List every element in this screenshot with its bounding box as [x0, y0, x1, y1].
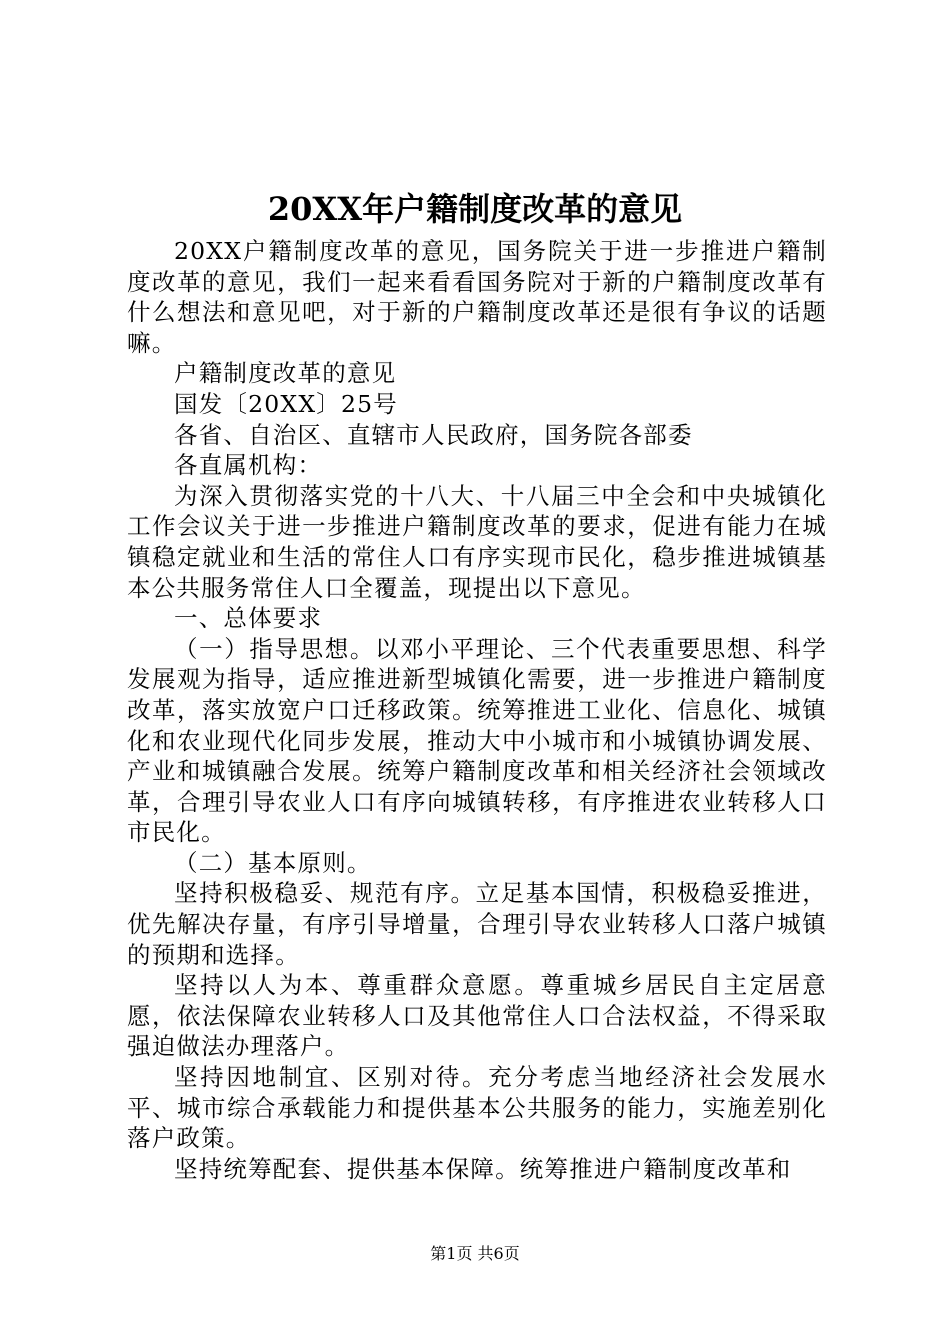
paragraph-recipients: 各省、自治区、直辖市人民政府，国务院各部委	[174, 420, 693, 449]
paragraph-intro: 20XX户籍制度改革的意见，国务院关于进一步推进户籍制度改革的意见，我们一起来看看国务院对于新的户籍制度改革有什么想法和意见吧，对于新的户籍制度改革还是很有争议的话题嘛。	[127, 237, 827, 357]
paragraph-principle-1: 坚持积极稳妥、规范有序。立足基本国情，积极稳妥推进，优先解决存量，有序引导增量，合理引导农业转移人口落户城镇的预期和选择。	[127, 879, 827, 969]
document-body	[127, 236, 827, 1184]
paragraph-doc-number: 国发〔20XX〕25号	[174, 389, 398, 418]
page-footer: 第1页 共6页	[430, 1244, 520, 1263]
paragraph-purpose: 为深入贯彻落实党的十八大、十八届三中全会和中央城镇化工作会议关于进一步推进户籍制度改革的要求，促进有能力在城镇稳定就业和生活的常住人口有序实现市民化，稳步推进城镇基本公共服务常住人口全覆盖，现提出以下意见。	[127, 481, 827, 602]
paragraph-recipients-cont: 各直属机构：	[174, 451, 323, 480]
paragraph-principle-2: 坚持以人为本、尊重群众意愿。尊重城乡居民自主定居意愿，依法保障农业转移人口及其他常住人口合法权益，不得采取强迫做法办理落户。	[127, 971, 827, 1061]
paragraph-basic-principles: （二）基本原则。	[174, 848, 372, 877]
document-title: 20XX年户籍制度改革的意见	[267, 190, 683, 228]
paragraph-principle-4: 坚持统筹配套、提供基本保障。统筹推进户籍制度改革和	[174, 1154, 792, 1183]
paragraph-principle-3: 坚持因地制宜、区别对待。充分考虑当地经济社会发展水平、城市综合承载能力和提供基本公共服务的能力，实施差别化落户政策。	[127, 1063, 827, 1153]
paragraph-guiding-thought: （一）指导思想。以邓小平理论、三个代表重要思想、科学发展观为指导，适应推进新型城镇化需要，进一步推进户籍制度改革，落实放宽户口迁移政策。统筹推进工业化、信息化、城镇化和农业现代化同步发展，推动大中小城市和小城镇协调发展、产业和城镇融合发展。统筹户籍制度改革和相关经济社会领域改革，合理引导农业人口有序向城镇转移，有序推进农业转移人口市民化。	[127, 634, 827, 847]
section-heading-general: 一、总体要求	[174, 604, 323, 633]
paragraph-heading: 户籍制度改革的意见	[174, 359, 397, 388]
